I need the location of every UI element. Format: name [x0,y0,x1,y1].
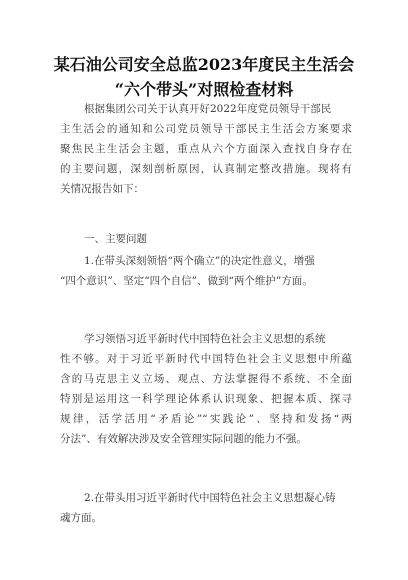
body-line: 学习领悟习近平新时代中国特色社会主义思想的系统 [84,333,326,345]
body-line: 分法”、有效解决涉及安全管理实际问题的能力不强。 [60,433,307,445]
section-heading: 一、主要问题 [84,233,147,245]
intro-line: 的主要问题，深刻剖析原因，认真制定整改措施。现将有 [60,163,352,175]
item-2-line: 2.在带头用习近平新时代中国特色社会主义思想凝心铸 [84,492,336,504]
intro-line: 主生活会的通知和公司党员领导干部民主生活会方案要求 [60,123,352,135]
intro-line: 根据集团公司关于认真开好2022年度党员领导干部民 [84,103,332,115]
item-1-line: 1.在带头深刻领悟“两个确立”的决定性意义，增强 [84,255,315,267]
document-title-line-2: “六个带头”对照检查材料 [114,80,294,99]
body-line: 规律，活学活用“矛盾论”“实践论”、坚持和发扬“两 [60,413,352,425]
item-1-line: “四个意识”、坚定“四个自信”、做到“两个维护”方面。 [60,275,313,287]
body-line: 含的马克思主义立场、观点、方法掌握得不系统、不全面 [60,373,352,385]
item-2-line: 魂方面。 [60,512,102,524]
intro-line: 关情况报告如下： [60,183,144,195]
body-line: 性不够。对于习近平新时代中国特色社会主义思想中所蕴 [60,353,352,365]
intro-line: 聚焦民主生活会主题，重点从六个方面深入查找自身存在 [60,143,352,155]
body-line: 特别是运用这一科学理论体系认识现象、把握本质、探寻 [60,393,352,405]
document-title-line-1: 某石油公司安全总监2023年度民主生活会 [53,55,355,74]
